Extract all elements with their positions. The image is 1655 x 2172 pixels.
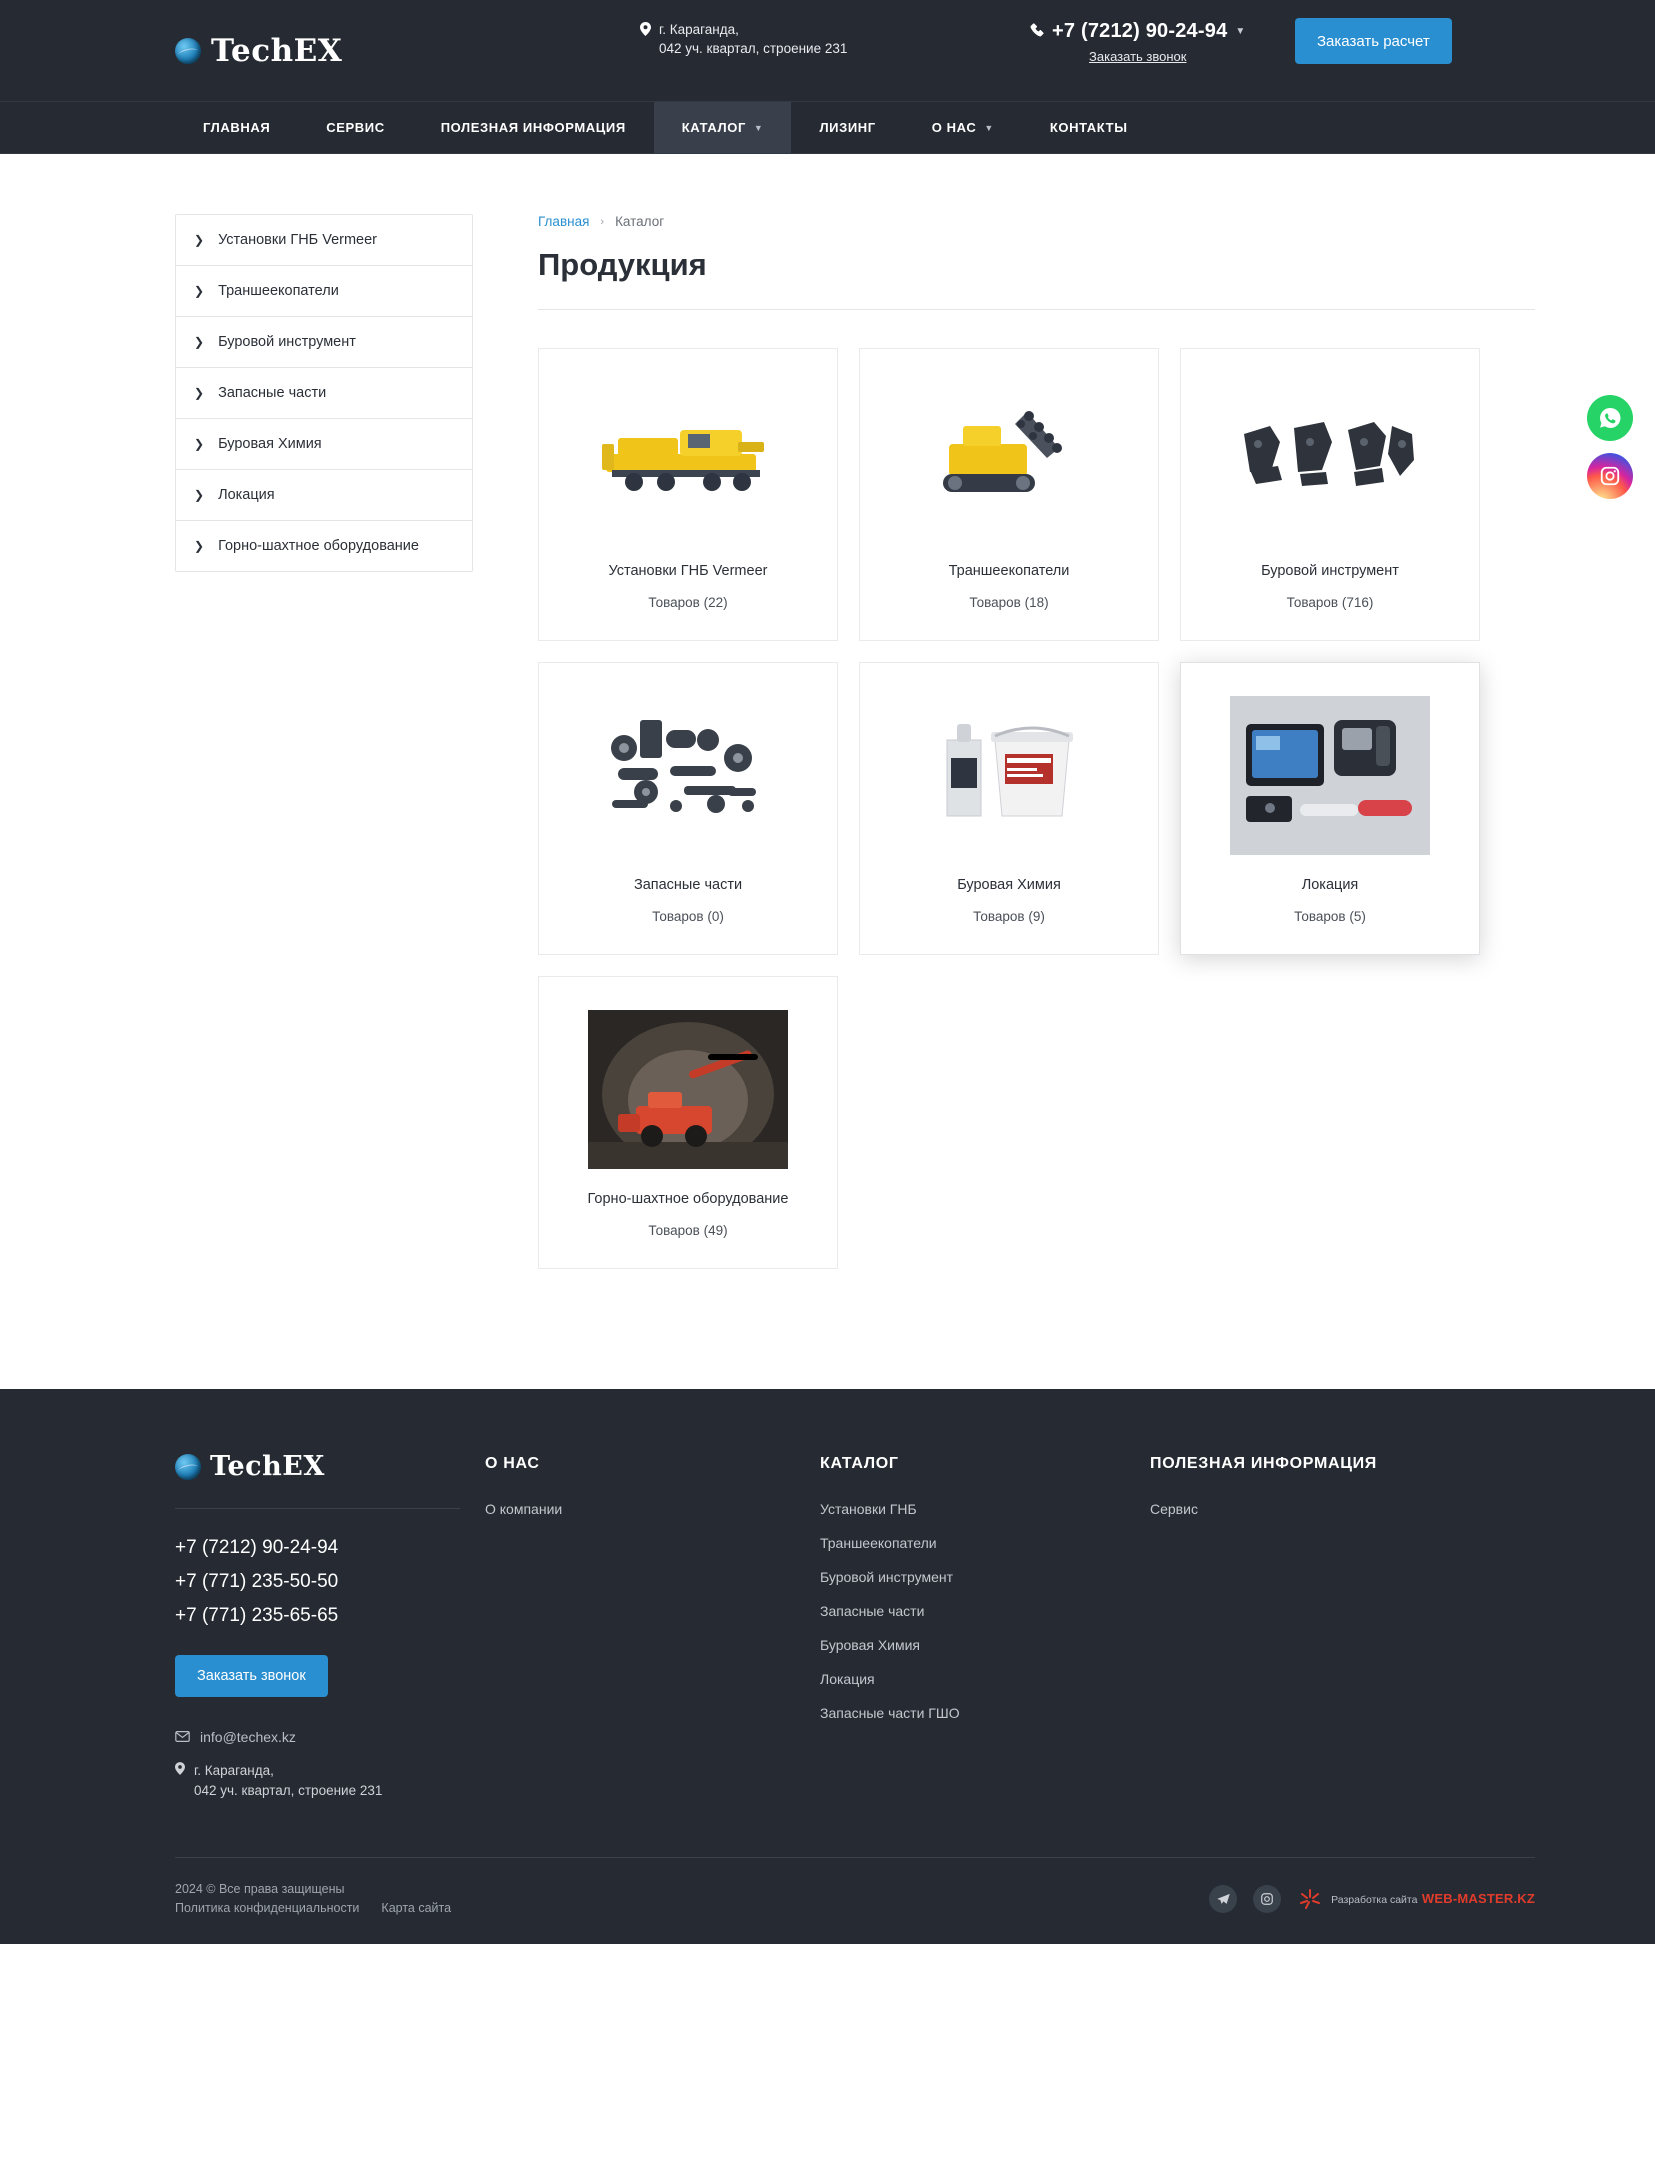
footer-heading-useful: ПОЛЕЗНАЯ ИНФОРМАЦИЯ [1150, 1455, 1378, 1472]
title-divider [538, 309, 1535, 310]
chevron-right-icon: ❯ [194, 539, 205, 553]
site-logo[interactable] [175, 33, 342, 69]
logo-text: TechEX [211, 32, 343, 69]
nav-label: ГЛАВНАЯ [203, 120, 271, 135]
location-pin-icon [640, 22, 651, 58]
footer-column-catalog [820, 1451, 1150, 1801]
developer-brand [1422, 1891, 1535, 1906]
footer-sitemap-link[interactable]: Карта сайта [381, 1901, 452, 1915]
footer-heading-catalog: КАТАЛОГ [820, 1455, 899, 1472]
chevron-right-icon: ❯ [194, 233, 205, 247]
page-content [0, 154, 1655, 1389]
spark-icon [1297, 1886, 1323, 1912]
nav-label: ЛИЗИНГ [819, 120, 876, 135]
footer-bottom-bar [175, 1857, 1535, 1944]
footer-link-gnb[interactable]: Установки ГНБ [820, 1501, 917, 1517]
category-card-title: Установки ГНБ Vermeer [608, 563, 768, 579]
request-quote-button[interactable]: Заказать расчет [1295, 18, 1452, 64]
page-title: Продукция [538, 247, 707, 282]
sidebar-item-gnb[interactable] [176, 215, 472, 266]
header-address [640, 20, 847, 58]
header-address-text [659, 20, 847, 58]
site-footer [0, 1389, 1655, 1944]
category-card-title: Локация [1301, 877, 1359, 893]
nav-label: ПОЛЕЗНАЯ ИНФОРМАЦИЯ [440, 120, 626, 135]
spare-parts-image [557, 687, 819, 855]
chevron-down-icon: ▼ [753, 122, 764, 133]
main-column [473, 214, 1535, 1269]
footer-divider [175, 1508, 460, 1509]
footer-columns [175, 1451, 1535, 1801]
footer-link-spare-parts-gsho[interactable]: Запасные части ГШО [820, 1705, 960, 1721]
footer-phone-2[interactable]: +7 (771) 235-50-50 [175, 1571, 339, 1592]
sidebar-item-mining[interactable] [176, 521, 472, 571]
sidebar-item-spare-parts[interactable] [176, 368, 472, 419]
locator-image [1199, 687, 1461, 855]
footer-logo-text: TechEX [210, 1451, 325, 1482]
category-card-title: Горно-шахтное оборудование [587, 1191, 789, 1207]
category-card-count: Товаров (9) [973, 909, 1045, 924]
category-card-chemicals[interactable] [859, 662, 1159, 955]
sidebar-item-label: Запасные части [218, 385, 327, 401]
developer-credit[interactable] [1297, 1886, 1535, 1912]
sidebar-item-label: Буровой инструмент [218, 334, 356, 350]
footer-heading-about: О НАС [485, 1455, 540, 1472]
category-card-title: Траншеекопатели [948, 563, 1070, 579]
chevron-right-icon: ❯ [194, 335, 205, 349]
chevron-down-icon: ▼ [1235, 26, 1246, 37]
breadcrumb-separator: › [600, 215, 605, 228]
nav-item-leasing[interactable] [791, 102, 903, 153]
nav-item-contacts[interactable] [1022, 102, 1156, 153]
category-card-count: Товаров (18) [969, 595, 1049, 610]
chevron-right-icon: ❯ [194, 488, 205, 502]
nav-item-catalog[interactable] [654, 102, 792, 153]
sidebar-item-label: Установки ГНБ Vermeer [218, 232, 378, 248]
chevron-down-icon: ▼ [984, 122, 994, 133]
category-card-title: Буровой инструмент [1261, 563, 1399, 579]
globe-icon [175, 38, 201, 64]
footer-phone-3[interactable]: +7 (771) 235-65-65 [175, 1605, 339, 1626]
category-card-count: Товаров (716) [1286, 595, 1374, 610]
footer-column-about [485, 1451, 820, 1801]
category-grid [538, 348, 1535, 1269]
sidebar-item-drill-tools[interactable] [176, 317, 472, 368]
category-card-gnb[interactable] [538, 348, 838, 641]
sidebar-item-trenchers[interactable] [176, 266, 472, 317]
footer-brand-column [175, 1451, 485, 1801]
sidebar-item-label: Траншеекопатели [218, 283, 339, 299]
location-pin-icon [175, 1761, 185, 1801]
footer-copyright: 2024 © Все права защищены [175, 1882, 345, 1896]
chemicals-image [878, 687, 1140, 855]
nav-label: О НАС [931, 120, 977, 135]
main-navigation [0, 101, 1655, 154]
footer-legal [175, 1880, 451, 1918]
nav-item-home[interactable] [175, 102, 298, 153]
footer-privacy-link[interactable]: Политика конфиденциальности [175, 1901, 360, 1915]
globe-icon [175, 1454, 201, 1480]
footer-address-line2: 042 уч. квартал, строение 231 [194, 1783, 383, 1798]
footer-address-line1: г. Караганда, [194, 1763, 274, 1778]
footer-link-trenchers[interactable]: Траншеекопатели [820, 1535, 937, 1551]
trencher-image [878, 373, 1140, 541]
category-sidebar [175, 214, 473, 572]
category-card-count: Товаров (49) [648, 1223, 728, 1238]
nav-item-service[interactable] [298, 102, 412, 153]
whatsapp-icon[interactable] [1587, 395, 1633, 441]
category-card-title: Буровая Химия [957, 877, 1061, 893]
header-top-bar [0, 0, 1655, 101]
footer-link-location[interactable]: Локация [820, 1671, 875, 1687]
nav-label: СЕРВИС [326, 120, 385, 135]
breadcrumb [538, 214, 1535, 229]
header-contacts [1030, 20, 1246, 64]
drill-bits-image [1199, 373, 1461, 541]
category-card-count: Товаров (5) [1294, 909, 1366, 924]
header-callback-link[interactable]: Заказать звонок [1089, 49, 1187, 64]
breadcrumb-home[interactable]: Главная [538, 214, 590, 229]
developer-brand-tld: .KZ [1513, 1891, 1535, 1906]
category-card-drill-tools[interactable] [1180, 348, 1480, 641]
footer-link-chemicals[interactable]: Буровая Химия [820, 1637, 921, 1653]
header-address-line2: 042 уч. квартал, строение 231 [659, 41, 848, 56]
nav-label: КАТАЛОГ [681, 120, 746, 135]
footer-email-text: info@techex.kz [200, 1729, 296, 1745]
category-card-count: Товаров (0) [652, 909, 724, 924]
nav-label: КОНТАКТЫ [1049, 120, 1128, 135]
instagram-icon[interactable] [1253, 1885, 1281, 1913]
header-address-line1: г. Караганда, [659, 22, 739, 37]
nav-item-about[interactable] [904, 102, 1022, 153]
sidebar-item-label: Буровая Химия [218, 436, 322, 452]
developer-brand-name: WEB-MASTER [1421, 1891, 1514, 1906]
chevron-right-icon: ❯ [194, 284, 205, 298]
site-header [0, 0, 1655, 154]
drill-rig-image [557, 373, 819, 541]
nav-item-useful-info[interactable] [413, 102, 654, 153]
footer-link-spare-parts[interactable]: Запасные части [820, 1603, 925, 1619]
instagram-icon[interactable] [1587, 453, 1633, 499]
header-phone-number: +7 (7212) 90-24-94 [1052, 20, 1228, 42]
breadcrumb-current: Каталог [615, 214, 665, 229]
category-card-count: Товаров (22) [648, 595, 728, 610]
category-card-mining[interactable] [538, 976, 838, 1269]
footer-address [175, 1761, 485, 1801]
category-card-spare-parts[interactable] [538, 662, 838, 955]
footer-email[interactable] [175, 1729, 485, 1745]
chevron-right-icon: ❯ [194, 386, 205, 400]
footer-link-drill-tools[interactable]: Буровой инструмент [820, 1569, 954, 1585]
category-card-trenchers[interactable] [859, 348, 1159, 641]
phone-icon [1030, 20, 1044, 43]
chevron-right-icon: ❯ [194, 437, 205, 451]
floating-social-buttons [1587, 395, 1633, 499]
telegram-icon[interactable] [1209, 1885, 1237, 1913]
footer-link-service[interactable]: Сервис [1150, 1501, 1198, 1517]
sidebar-item-chemicals[interactable] [176, 419, 472, 470]
mining-equipment-image [557, 1001, 819, 1169]
mail-icon [175, 1729, 190, 1745]
category-card-location[interactable] [1180, 662, 1480, 955]
sidebar-item-label: Горно-шахтное оборудование [218, 538, 419, 554]
footer-callback-button[interactable]: Заказать звонок [175, 1655, 328, 1697]
header-phone[interactable] [1030, 20, 1246, 43]
category-card-title: Запасные части [633, 877, 743, 893]
footer-phone-1[interactable]: +7 (7212) 90-24-94 [175, 1537, 339, 1558]
developer-label: Разработка сайта [1331, 1894, 1418, 1906]
footer-link-company[interactable]: О компании [485, 1501, 563, 1517]
footer-social-dev [1209, 1885, 1535, 1913]
footer-column-useful [1150, 1451, 1377, 1801]
sidebar-item-location[interactable] [176, 470, 472, 521]
sidebar-item-label: Локация [218, 487, 275, 503]
footer-logo[interactable] [175, 1451, 485, 1482]
